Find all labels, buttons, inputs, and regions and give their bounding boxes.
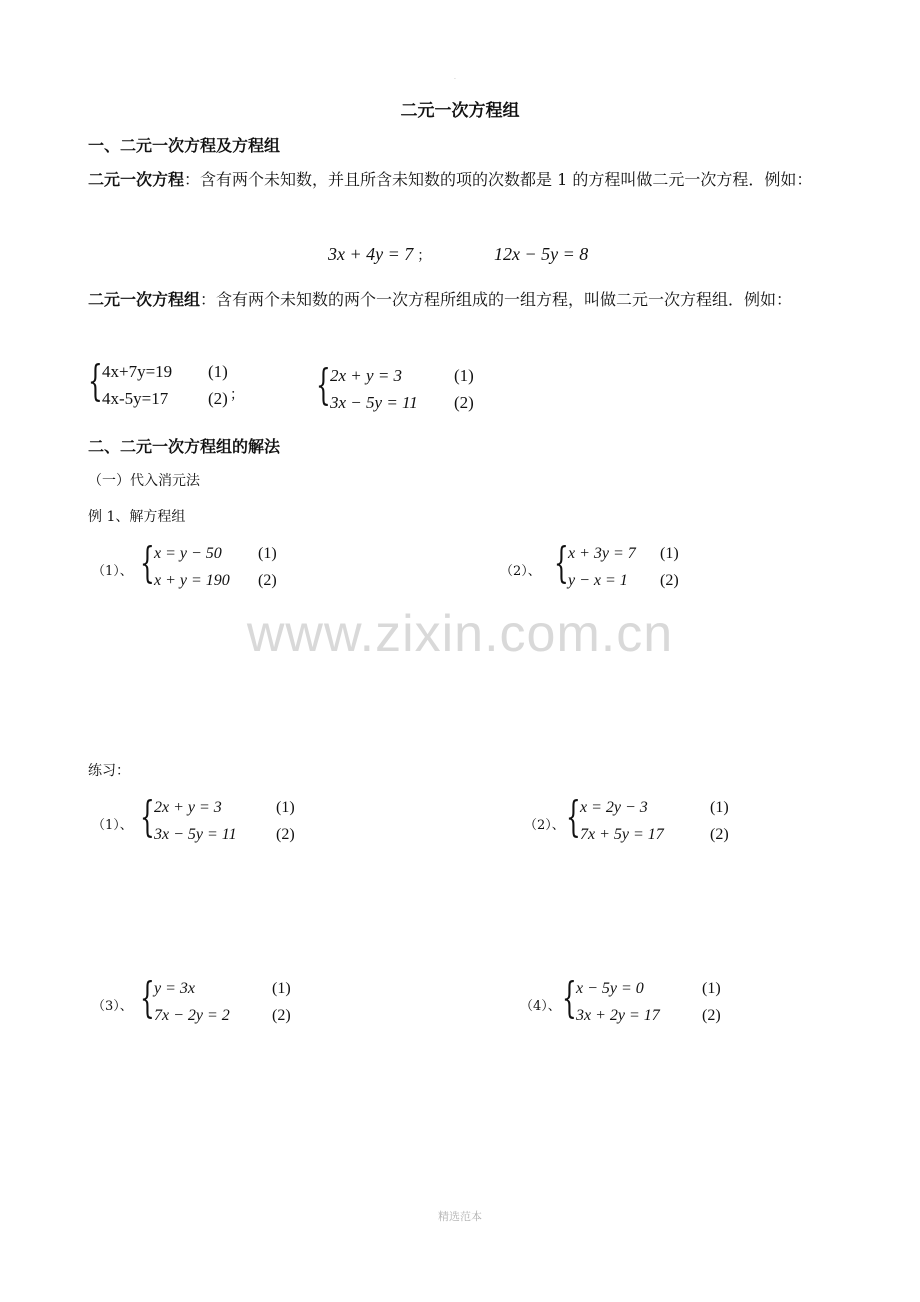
system-rows (154, 540, 277, 594)
example-system-2 (316, 362, 474, 416)
equation-label: (1) (454, 366, 474, 385)
problem-number: （1）、 (92, 564, 133, 579)
system-row (154, 1002, 291, 1029)
system-rows (576, 975, 721, 1029)
equation: 3x − 5y = 11 (330, 393, 418, 412)
equation-label: (2) (258, 572, 277, 589)
problem-number: （2）、 (524, 818, 565, 833)
practice-system-3 (140, 975, 291, 1029)
section-heading-1: 一、二元一次方程及方程组 (88, 136, 281, 155)
system-row (330, 389, 474, 416)
problem-number: （3）、 (92, 999, 133, 1014)
equation: y = 3x (154, 980, 195, 997)
system-row (568, 567, 679, 594)
definition-linear-equation (88, 162, 836, 198)
problem-number: （2）、 (500, 564, 541, 579)
example-system-1 (88, 358, 228, 412)
equation-label: (1) (660, 545, 679, 562)
left-brace: { (566, 792, 581, 841)
system-row (580, 794, 729, 821)
equation: x + y = 190 (154, 572, 230, 589)
equation-label: (2) (710, 826, 729, 843)
equation: y − x = 1 (568, 572, 628, 589)
equation-label: (2) (208, 389, 228, 408)
system-row (102, 385, 228, 412)
equation-text: 12x − 5y = 8 (494, 244, 589, 264)
practice-system-4 (562, 975, 721, 1029)
practice-system-1 (140, 794, 295, 848)
system-row (576, 975, 721, 1002)
system-separator: ； (230, 387, 244, 403)
page-footer: 精选范本 (438, 1210, 482, 1223)
system-row (154, 794, 295, 821)
system-row (154, 975, 291, 1002)
system-rows (154, 794, 295, 848)
system-row (576, 1002, 721, 1029)
definition-text: 含有两个未知数，并且所含未知数的项的次数都是 1 的方程叫做二元一次方程．例如： (200, 170, 813, 189)
separator: ； (417, 249, 432, 264)
example-equation-2 (494, 244, 588, 265)
example-1-label: 例 1、解方程组 (88, 509, 186, 525)
equation-label: (1) (258, 545, 277, 562)
left-brace: { (140, 792, 155, 841)
definition-colon: ： (184, 170, 201, 189)
definition-term: 二元一次方程 (88, 170, 185, 189)
system-rows (580, 794, 729, 848)
section-heading-2: 二、二元一次方程组的解法 (88, 437, 281, 456)
system-row (154, 567, 277, 594)
left-brace: { (316, 360, 331, 409)
equation: x − 5y = 0 (576, 980, 644, 997)
equation: 7x + 5y = 17 (580, 826, 664, 843)
equation-label: (2) (272, 1007, 291, 1024)
equation-label: (2) (454, 393, 474, 412)
document-title: 二元一次方程组 (400, 101, 520, 121)
equation: 3x − 5y = 11 (154, 826, 237, 843)
left-brace: { (562, 973, 577, 1022)
equation-label: (2) (702, 1007, 721, 1024)
definition-linear-system (88, 282, 836, 318)
practice-system-2 (566, 794, 729, 848)
equation-label: (2) (276, 826, 295, 843)
definition-text: 含有两个未知数的两个一次方程所组成的一组方程，叫做二元一次方程组．例如： (216, 290, 793, 309)
equation: x + 3y = 7 (568, 545, 636, 562)
equation-label: (1) (208, 362, 228, 381)
example-equation-1 (328, 244, 431, 265)
equation-text: 3x + 4y = 7 (328, 244, 414, 264)
equation: x = y − 50 (154, 545, 222, 562)
equation: x = 2y − 3 (580, 799, 648, 816)
equation: 7x − 2y = 2 (154, 1007, 230, 1024)
system-rows (568, 540, 679, 594)
problem-number: （1）、 (92, 818, 133, 833)
definition-colon: ： (200, 290, 217, 309)
system-row (330, 362, 474, 389)
system-rows (102, 358, 228, 412)
system-row (580, 821, 729, 848)
equation-label: (2) (660, 572, 679, 589)
left-brace: { (140, 973, 155, 1022)
top-dot-mark: . (454, 74, 456, 81)
system-row (154, 821, 295, 848)
equation-label: (1) (272, 980, 291, 997)
system-row (102, 358, 228, 385)
practice-label: 练习： (88, 763, 130, 779)
system-rows (330, 362, 474, 416)
example-1-system-2 (554, 540, 679, 594)
equation-label: (1) (276, 799, 295, 816)
definition-term: 二元一次方程组 (88, 290, 201, 309)
equation: 2x + y = 3 (330, 366, 403, 385)
equation-label: (1) (702, 980, 721, 997)
equation: 2x + y = 3 (154, 799, 222, 816)
left-brace: { (140, 538, 155, 587)
problem-number: （4）、 (520, 999, 561, 1014)
system-row (154, 540, 277, 567)
left-brace: { (88, 356, 103, 405)
watermark: www.zixin.com.cn (246, 605, 674, 663)
equation: 4x+7y=19 (102, 362, 173, 381)
equation: 4x-5y=17 (102, 389, 169, 408)
equation-label: (1) (710, 799, 729, 816)
left-brace: { (554, 538, 569, 587)
method-label: （一）代入消元法 (88, 473, 200, 489)
system-rows (154, 975, 291, 1029)
system-row (568, 540, 679, 567)
example-1-system-1 (140, 540, 277, 594)
equation: 3x + 2y = 17 (576, 1007, 660, 1024)
